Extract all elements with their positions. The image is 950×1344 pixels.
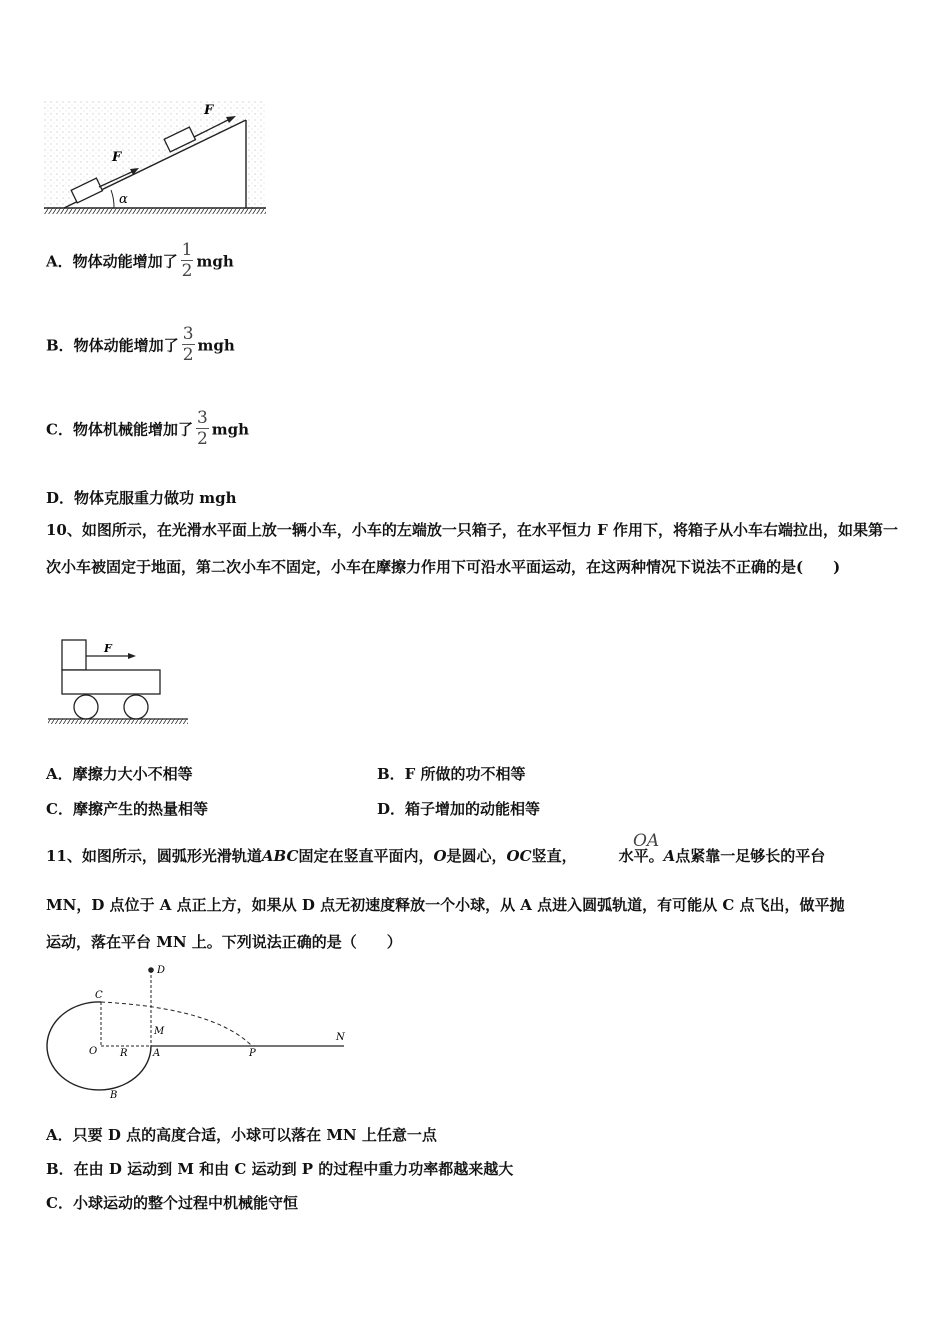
fraction: $\frac{3}{2}$ bbox=[196, 408, 208, 449]
svg-text:C: C bbox=[95, 990, 103, 1001]
q11-line-3: 运动，落在平台 MN 上。下列说法正确的是（ ） bbox=[46, 933, 402, 951]
q9-option-c: C．物体机械能增加了 $\frac{3}{2}$ mgh bbox=[46, 408, 250, 449]
q9-option-a: A．物体动能增加了 $\frac{1}{2}$ mgh bbox=[46, 240, 234, 281]
circular-track-figure bbox=[44, 962, 348, 1104]
fraction: $\frac{1}{2}$ bbox=[181, 240, 193, 281]
oa-symbol: OA bbox=[633, 831, 660, 851]
q10-question: 10、如图所示，在光滑水平面上放一辆小车，小车的左端放一只箱子，在水平恒力 F 作用下，将箱子从小车右端拉出，如果第一次小车被固定于地面，第二次小车不固定，小车在摩擦力作用下可沿水平面运动，在这两种情况下说法不正确的是( ) bbox=[46, 521, 898, 576]
svg-text:P: P bbox=[249, 1048, 256, 1059]
svg-text:N: N bbox=[336, 1032, 345, 1043]
fraction: $\frac{3}{2}$ bbox=[182, 324, 194, 365]
q10-option-c: C．摩擦产生的热量相等 bbox=[46, 800, 208, 818]
q9-option-b: B．物体动能增加了 $\frac{3}{2}$ mgh bbox=[46, 324, 235, 365]
q11-option-b: B．在由 D 运动到 M 和由 C 运动到 P 的过程中重力功率都越来越大 bbox=[46, 1160, 514, 1178]
svg-text:D: D bbox=[157, 965, 166, 976]
force-label-bottom: F bbox=[112, 150, 122, 165]
q9-option-d: D．物体克服重力做功 mgh bbox=[46, 489, 237, 507]
cart-force-label: F bbox=[104, 642, 112, 655]
q10-option-a: A．摩擦力大小不相等 bbox=[46, 765, 193, 783]
svg-text:A: A bbox=[153, 1048, 161, 1059]
angle-label: α bbox=[119, 192, 128, 207]
q10-option-d: D．箱子增加的动能相等 bbox=[377, 800, 541, 818]
q11-line-1: 11、如图所示，圆弧形光滑轨道ABC固定在竖直平面内，O是圆心，OC竖直， 水平。A点紧靠一足够长的平台 bbox=[46, 847, 826, 865]
q11-line-2: MN，D 点位于 A 点正上方，如果从 D 点无初速度释放一个小球，从 A 点进入圆弧轨道，有可能从 C 点飞出，做平抛 bbox=[46, 896, 845, 914]
q11-option-c: C．小球运动的整个过程中机械能守恒 bbox=[46, 1194, 298, 1212]
svg-text:M: M bbox=[154, 1026, 165, 1037]
q10-option-b: B．F 所做的功不相等 bbox=[377, 765, 526, 783]
q11-option-a: A．只要 D 点的高度合适，小球可以落在 MN 上任意一点 bbox=[46, 1126, 437, 1144]
svg-text:R: R bbox=[120, 1048, 128, 1059]
svg-text:O: O bbox=[89, 1046, 98, 1057]
force-label-top: F bbox=[204, 103, 214, 118]
cart-figure bbox=[46, 636, 191, 728]
incline-figure bbox=[44, 95, 268, 220]
svg-text:B: B bbox=[110, 1090, 118, 1101]
